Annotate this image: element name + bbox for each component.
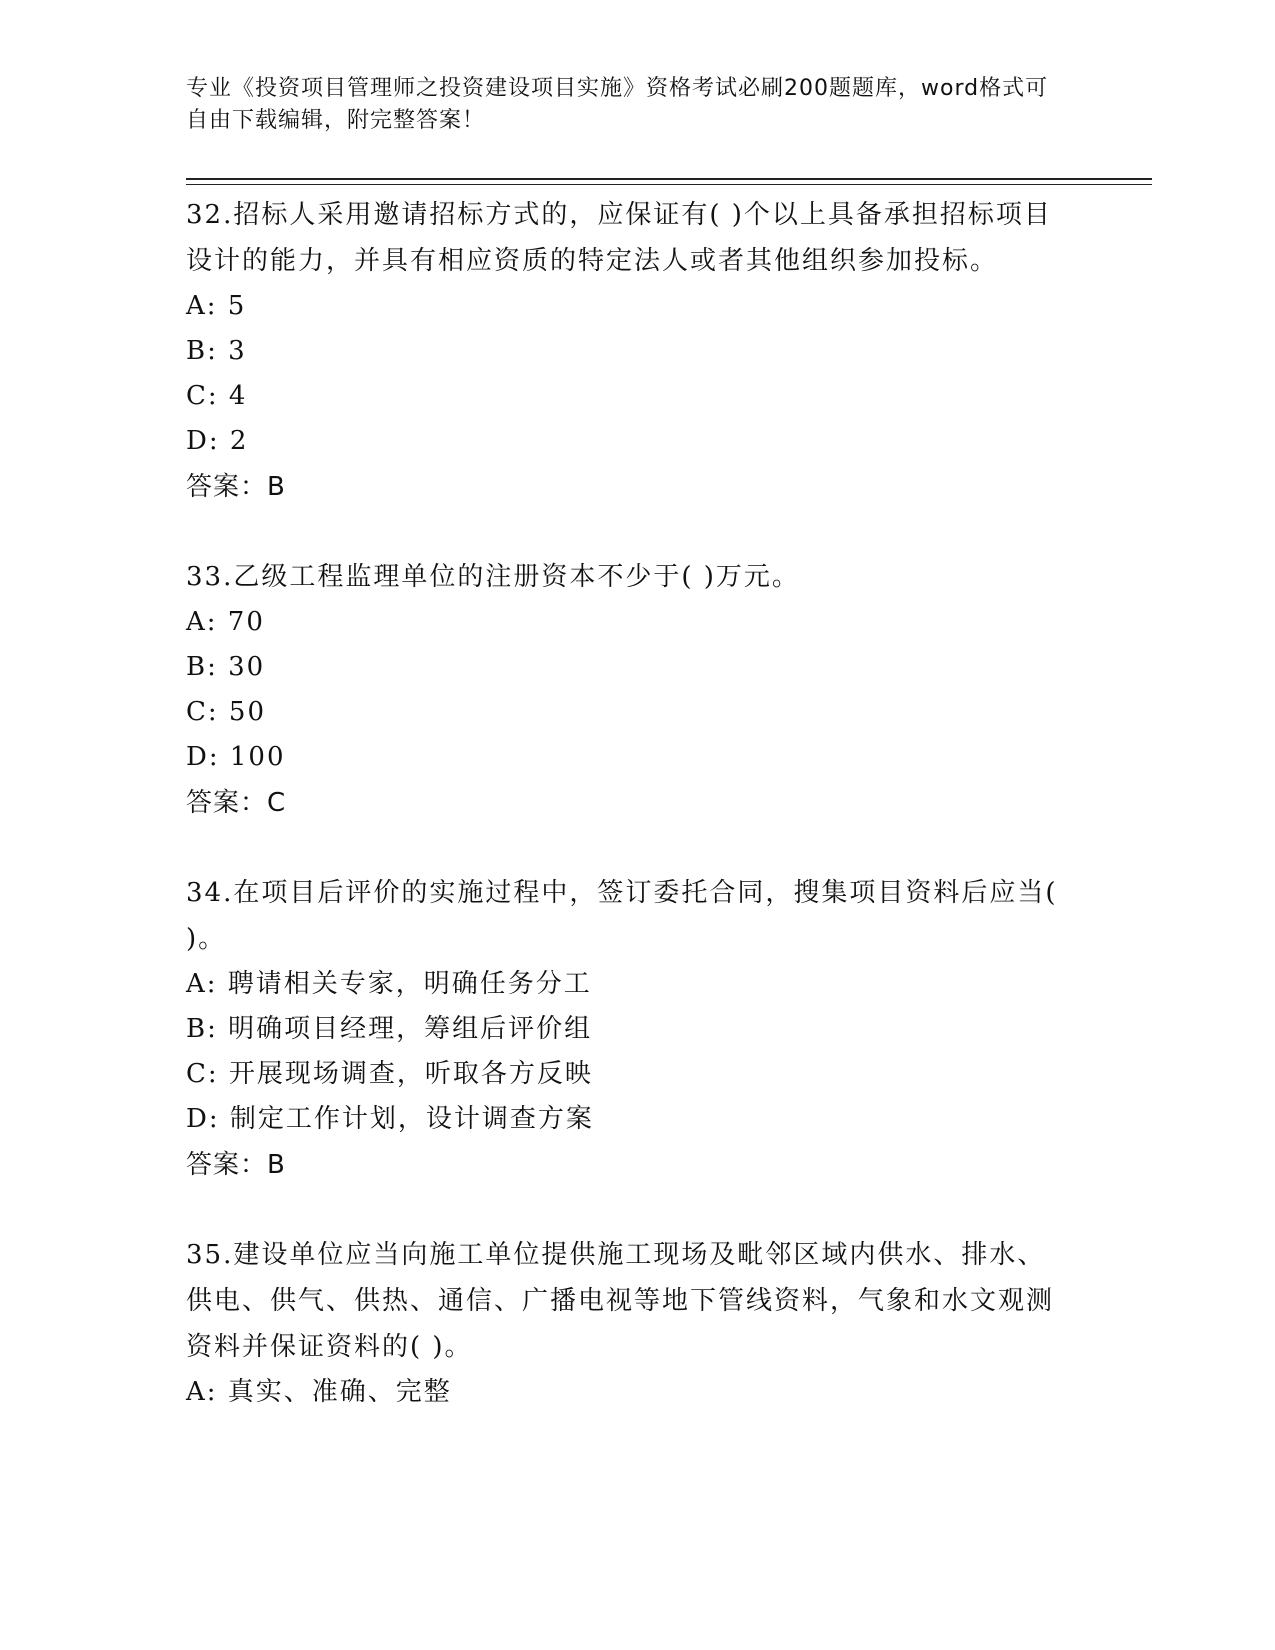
question-32 [186,192,1066,510]
option-d: D: 100 [186,742,286,772]
option-b: B: 明确项目经理，筹组后评价组 [186,1014,593,1044]
option-c: C: 4 [186,381,248,411]
header-rule-thin [186,184,1152,185]
question-stem: 34.在项目后评价的实施过程中，签订委托合同，搜集项目资料后应当( )。 [186,878,1058,954]
option-b: B: 30 [186,652,266,682]
option-b: B: 3 [186,336,247,366]
question-stem: 32.招标人采用邀请招标方式的，应保证有( )个以上具备承担招标项目设计的能力，并具有相应资质的特定法人或者其他组织参加投标。 [186,200,1052,276]
question-stem: 35.建设单位应当向施工单位提供施工现场及毗邻区域内供水、排水、供电、供气、供热、通信、广播电视等地下管线资料，气象和水文观测资料并保证资料的( )。 [186,1240,1055,1362]
option-a: A: 5 [186,291,247,321]
option-c: C: 50 [186,697,267,727]
question-33 [186,554,1066,826]
option-a: A: 聘请相关专家，明确任务分工 [186,969,592,999]
option-d: D: 制定工作计划，设计调查方案 [186,1104,594,1134]
question-stem: 33.乙级工程监理单位的注册资本不少于( )万元。 [186,562,800,592]
answer-line: 答案：B [186,472,286,502]
answer-line: 答案：C [186,788,287,818]
answer-line: 答案：B [186,1150,286,1180]
document-header: 专业《投资项目管理师之投资建设项目实施》资格考试必刷200题题库，word格式可自由下载编辑，附完整答案！ [186,76,1049,133]
question-list [186,192,1066,1459]
option-c: C: 开展现场调查，听取各方反映 [186,1059,593,1089]
option-d: D: 2 [186,426,249,456]
option-a: A: 70 [186,607,265,637]
question-35 [186,1232,1066,1415]
header-rule-thick [186,178,1152,180]
option-a: A: 真实、准确、完整 [186,1377,452,1407]
question-34 [186,870,1066,1188]
